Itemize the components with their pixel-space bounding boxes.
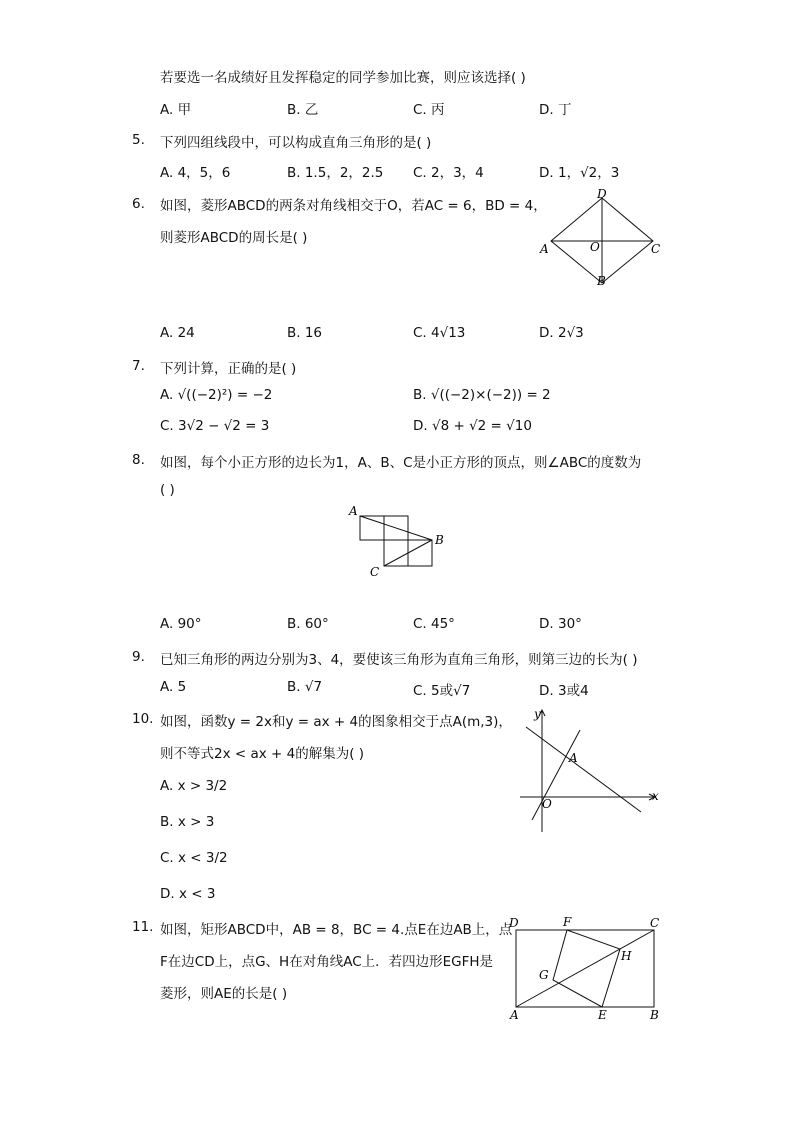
q11-label-a: A [510,1008,519,1022]
q5-number: 5. [132,132,145,148]
q4-option-d: D. 丁 [539,102,572,118]
q8-number: 8. [132,452,145,468]
q10-number: 10. [132,711,154,727]
q10-graph-figure [510,702,670,837]
q10-label-o: O [542,797,552,811]
q10-stem-line1: 如图，函数y = 2x和y = ax + 4的图象相交于点A(m,3)， [160,714,512,730]
q10-option-b: B. x > 3 [160,814,215,830]
q11-stem-line3: 菱形，则AE的长是( ) [160,986,288,1002]
q8-option-b: B. 60° [287,616,329,632]
q6-label-o: O [590,240,600,254]
q7-option-d: D. √8 + √2 = √10 [413,418,532,434]
q8-label-a: A [349,504,358,518]
q8-stem-line1: 如图，每个小正方形的边长为1，A、B、C是小正方形的顶点，则∠ABC的度数为 [160,455,642,471]
q10-label-y: y [534,707,541,721]
q10-option-a: A. x > 3/2 [160,778,228,794]
q11-label-b: B [650,1008,659,1022]
q8-option-a: A. 90° [160,616,202,632]
q6-option-c: C. 4√13 [413,325,466,341]
q11-label-c: C [650,916,660,930]
q5-option-b: B. 1.5，2，2.5 [287,165,384,181]
q6-stem-line1: 如图，菱形ABCD的两条对角线相交于O，若AC = 6，BD = 4， [160,198,547,214]
q8-option-d: D. 30° [539,616,582,632]
q8-label-b: B [435,533,444,547]
q10-option-d: D. x < 3 [160,886,216,902]
q6-label-d: D [597,188,607,201]
q9-option-c: C. 5或√7 [413,683,471,699]
q11-label-d: D [509,916,519,930]
q11-rectangle-figure [505,912,665,1022]
q9-option-a: A. 5 [160,679,187,695]
q11-label-f: F [563,915,572,929]
q11-label-h: H [621,949,632,963]
q8-option-c: C. 45° [413,616,455,632]
q9-option-b: B. √7 [287,679,323,695]
q6-option-a: A. 24 [160,325,195,341]
q11-label-g: G [539,968,549,982]
q7-option-b: B. √((−2)×(−2)) = 2 [413,387,551,403]
q7-number: 7. [132,358,145,374]
q4-option-c: C. 丙 [413,102,445,118]
q7-option-a: A. √((−2)²) = −2 [160,387,273,403]
q11-stem-line1: 如图，矩形ABCD中，AB = 8，BC = 4.点E在边AB上，点 [160,922,513,938]
q10-label-x: x [652,789,659,803]
q5-option-d: D. 1，√2，3 [539,165,620,181]
q8-grid-figure [344,502,454,580]
q4-option-a: A. 甲 [160,102,192,118]
q8-label-c: C [370,565,380,579]
q6-option-b: B. 16 [287,325,323,341]
q8-stem-line2: ( ) [160,482,175,498]
q11-number: 11. [132,919,154,935]
q4-stem: 若要选一名成绩好且发挥稳定的同学参加比赛，则应该选择( ) [160,70,526,86]
q9-stem: 已知三角形的两边分别为3、4，要使该三角形为直角三角形，则第三边的长为( ) [160,652,638,668]
q5-stem: 下列四组线段中，可以构成直角三角形的是( ) [160,135,432,151]
q10-stem-line2: 则不等式2x < ax + 4的解集为( ) [160,746,365,762]
q6-label-b: B [597,274,606,288]
q7-option-c: C. 3√2 − √2 = 3 [160,418,270,434]
q11-stem-line2: F在边CD上，点G、H在对角线AC上．若四边形EGFH是 [160,954,494,970]
q6-stem-line2: 则菱形ABCD的周长是( ) [160,230,308,246]
q5-option-a: A. 4，5，6 [160,165,231,181]
q4-option-b: B. 乙 [287,102,319,118]
q6-label-a: A [540,242,549,256]
q6-rhombus-figure [536,188,666,288]
q11-label-e: E [598,1008,607,1022]
q5-option-c: C. 2，3，4 [413,165,484,181]
q9-number: 9. [132,649,145,665]
q7-stem: 下列计算，正确的是( ) [160,361,297,377]
q9-option-d: D. 3或4 [539,683,589,699]
q6-option-d: D. 2√3 [539,325,584,341]
q6-number: 6. [132,196,145,212]
q6-label-c: C [651,242,661,256]
q10-label-a: A [569,751,578,765]
q10-option-c: C. x < 3/2 [160,850,228,866]
